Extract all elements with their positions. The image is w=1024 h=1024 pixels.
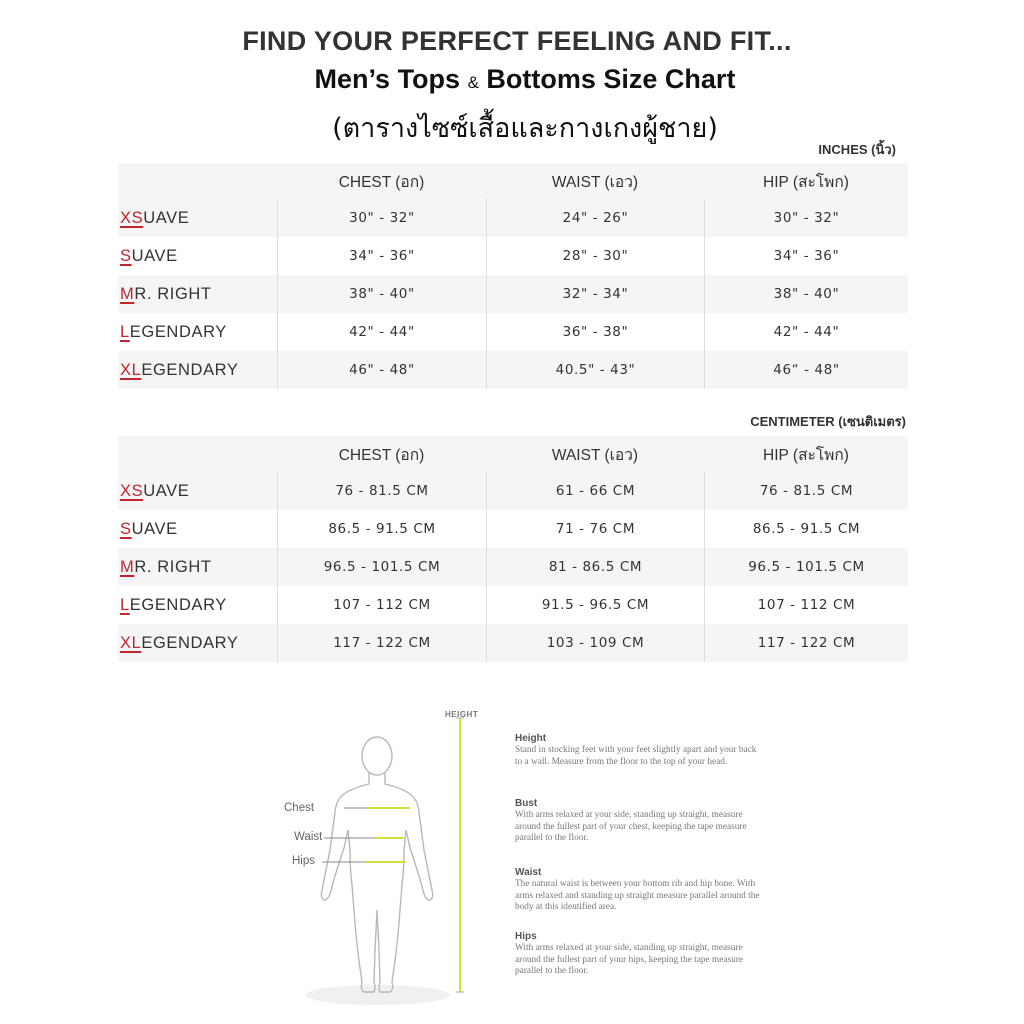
header-cell-hip: HIP (สะโพก) <box>763 446 849 464</box>
size-name <box>120 323 227 342</box>
size-name-rest: R. RIGHT <box>134 557 212 576</box>
size-name-rest: EGENDARY <box>141 360 239 379</box>
size-name-rest: EGENDARY <box>129 595 227 614</box>
hip-value-cell: 117 - 122 CM <box>704 624 908 662</box>
cm-unit-label: CENTIMETER (เซนติเมตร) <box>750 414 906 429</box>
title-part-a: Men’s Tops <box>314 64 468 94</box>
size-name <box>120 520 178 539</box>
hip-value-cell: 30" - 32" <box>704 199 908 237</box>
table-row <box>118 313 908 351</box>
table-row <box>118 472 908 510</box>
chest-value-cell: 117 - 122 CM <box>277 624 486 662</box>
header-cell-chest: CHEST (อก) <box>338 173 425 191</box>
guide-text: Stand in stocking feet with your feet slightly apart and your back to a wall. Measure from the floor to the top of your head. <box>515 745 757 767</box>
size-name-cell <box>118 472 277 510</box>
chest-value-cell: 30" - 32" <box>277 199 486 237</box>
size-name-rest: R. RIGHT <box>134 284 212 303</box>
hips-label: Hips <box>292 855 316 867</box>
size-code: XS <box>120 481 144 500</box>
chest-value-cell: 34" - 36" <box>277 237 486 275</box>
chest-value-cell: 107 - 112 CM <box>277 586 486 624</box>
chart-heading: FIND YOUR PERFECT FEELING AND FIT... <box>242 26 792 56</box>
waist-value-cell: 28" - 30" <box>486 237 704 275</box>
chart-subtitle-thai: (ตารางไซซ์เสื้อและกางเกงผู้ชาย) <box>332 113 718 144</box>
size-name-cell <box>118 237 277 275</box>
size-name-cell <box>118 624 277 662</box>
chest-value-cell: 38" - 40" <box>277 275 486 313</box>
size-name-cell <box>118 586 277 624</box>
table-row <box>118 586 908 624</box>
size-name-rest: UAVE <box>143 208 190 227</box>
waist-value-cell: 24" - 26" <box>486 199 704 237</box>
size-name-rest: UAVE <box>131 519 178 538</box>
waist-value-cell: 40.5" - 43" <box>486 351 704 389</box>
cm-size-table <box>118 436 908 662</box>
chest-label: Chest <box>284 802 315 814</box>
hip-value-cell: 34" - 36" <box>704 237 908 275</box>
waist-value-cell: 103 - 109 CM <box>486 624 704 662</box>
human-silhouette-icon <box>321 737 432 992</box>
table-header-row <box>118 436 908 472</box>
size-name <box>120 482 189 501</box>
size-name <box>120 285 212 304</box>
size-code: XL <box>120 633 142 652</box>
size-code: M <box>120 557 135 576</box>
hip-value-cell: 86.5 - 91.5 CM <box>704 510 908 548</box>
hip-value-cell: 96.5 - 101.5 CM <box>704 548 908 586</box>
hip-value-cell: 42" - 44" <box>704 313 908 351</box>
waist-value-cell: 61 - 66 CM <box>486 472 704 510</box>
guide-title: Hips <box>515 931 537 942</box>
size-name-rest: EGENDARY <box>129 322 227 341</box>
header-cell-hip: HIP (สะโพก) <box>763 173 849 191</box>
guide-title: Waist <box>515 867 542 878</box>
table-row <box>118 351 908 389</box>
guide-hips <box>515 931 765 978</box>
title-part-b: Bottoms Size Chart <box>478 64 736 94</box>
chart-title <box>0 64 1024 95</box>
size-name-cell <box>118 510 277 548</box>
size-name-cell <box>118 548 277 586</box>
header-cell-waist: WAIST (เอว) <box>551 446 639 464</box>
size-name-rest: EGENDARY <box>141 633 239 652</box>
waist-value-cell: 32" - 34" <box>486 275 704 313</box>
size-code: L <box>120 595 130 614</box>
guide-bust <box>515 798 765 845</box>
guide-title: Bust <box>515 798 538 809</box>
header-cell-size <box>118 436 277 472</box>
table-header-row <box>118 163 908 199</box>
waist-value-cell: 91.5 - 96.5 CM <box>486 586 704 624</box>
table-row <box>118 199 908 237</box>
waist-value-cell: 81 - 86.5 CM <box>486 548 704 586</box>
inches-unit-label: INCHES (นิ้ว) <box>818 142 896 157</box>
chest-value-cell: 76 - 81.5 CM <box>277 472 486 510</box>
hip-value-cell: 38" - 40" <box>704 275 908 313</box>
size-code: XL <box>120 360 142 379</box>
size-name-rest: UAVE <box>143 481 190 500</box>
chest-value-cell: 86.5 - 91.5 CM <box>277 510 486 548</box>
guide-text: With arms relaxed at your side, standing up straight, measure around the fullest part of your hips, keeping the tape measure parallel to the floor. <box>515 943 743 976</box>
guide-title: Height <box>515 733 547 744</box>
waist-value-cell: 36" - 38" <box>486 313 704 351</box>
size-name-rest: UAVE <box>131 246 178 265</box>
size-name <box>120 209 189 228</box>
title-ampersand: & <box>467 73 479 92</box>
guide-waist <box>515 867 765 914</box>
header-cell-chest: CHEST (อก) <box>338 446 425 464</box>
size-name <box>120 361 239 380</box>
waist-label: Waist <box>294 831 323 843</box>
waist-value-cell: 71 - 76 CM <box>486 510 704 548</box>
hip-value-cell: 46“ - 48" <box>704 351 908 389</box>
floor-shadow <box>306 985 450 1005</box>
size-code: S <box>120 519 132 538</box>
height-label: HEIGHT <box>445 710 479 719</box>
size-code: XS <box>120 208 144 227</box>
size-name <box>120 247 178 266</box>
size-name-cell <box>118 313 277 351</box>
table-row <box>118 237 908 275</box>
chest-value-cell: 42" - 44" <box>277 313 486 351</box>
size-name <box>120 596 227 615</box>
size-code: M <box>120 284 135 303</box>
size-name-cell <box>118 351 277 389</box>
table-row <box>118 275 908 313</box>
hip-value-cell: 76 - 81.5 CM <box>704 472 908 510</box>
size-code: L <box>120 322 130 341</box>
table-row <box>118 624 908 662</box>
guide-text: The natural waist is between your bottom rib and hip bone. With arms relaxed and standing up straight measure parallel around the body at this identified area. <box>515 879 760 912</box>
chest-value-cell: 46" - 48" <box>277 351 486 389</box>
size-name-cell <box>118 275 277 313</box>
size-code: S <box>120 246 132 265</box>
size-name <box>120 558 212 577</box>
size-name <box>120 634 239 653</box>
inches-size-table <box>118 163 908 389</box>
table-row <box>118 510 908 548</box>
header-cell-size <box>118 163 277 199</box>
header-cell-waist: WAIST (เอว) <box>551 173 639 191</box>
table-row <box>118 548 908 586</box>
size-name-cell <box>118 199 277 237</box>
guide-text: With arms relaxed at your side, standing up straight, measure around the fullest part of your chest, keeping the tape measure parallel to the floor. <box>515 810 747 843</box>
chest-value-cell: 96.5 - 101.5 CM <box>277 548 486 586</box>
hip-value-cell: 107 - 112 CM <box>704 586 908 624</box>
guide-height <box>515 733 765 768</box>
